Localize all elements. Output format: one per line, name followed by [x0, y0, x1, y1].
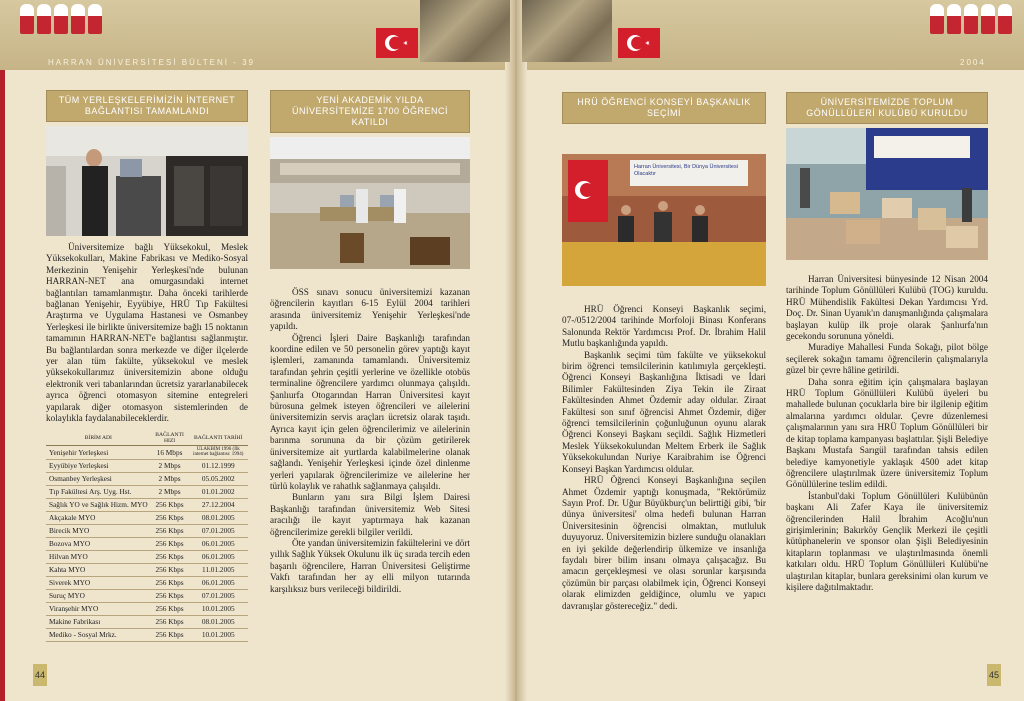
table-header-row	[46, 431, 248, 446]
running-header-right: 2004	[960, 58, 986, 67]
cell-speed: 256 Kbps	[151, 576, 189, 589]
cell-date: 01.01.2002	[189, 485, 249, 498]
article-body	[270, 287, 470, 595]
cell-unit: Mediko - Sosyal Mrkz.	[46, 628, 151, 641]
table-row	[46, 511, 248, 524]
paragraph: Öte yandan üniversitemizin fakültelerini ve dört yıllık Sağlık Yüksek Okulunu ilk üç sırada tercih eden başarılı öğrencilere, Harran Üniversitesi Geliştirme Vakfı tarafından her ay elli milyon tutarında karşılıksız burs verileceği bildirildi.	[270, 537, 470, 594]
article-title: YENİ AKADEMİK YILDA ÜNİVERSİTEMİZE 1700 ÖĞRENCİ KATILDI	[270, 90, 470, 133]
cell-date: 27.12.2004	[189, 498, 249, 511]
photo-server-room	[46, 126, 248, 236]
article-title: HRÜ ÖĞRENCİ KONSEYİ BAŞKANLIK SEÇİMİ	[562, 92, 766, 124]
rowers-illustration-left	[20, 4, 105, 39]
cell-unit: Tıp Fakültesi Arş. Uyg. Hst.	[46, 485, 151, 498]
turkish-flag-icon	[376, 28, 418, 58]
cell-speed: 16 Mbps	[151, 445, 189, 459]
cell-speed: 256 Kbps	[151, 550, 189, 563]
cell-date: 06.01.2005	[189, 537, 249, 550]
col-header-speed: BAĞLANTI HIZI	[151, 431, 189, 446]
cell-unit: Makine Fabrikası	[46, 615, 151, 628]
table-row	[46, 589, 248, 602]
cell-speed: 256 Kbps	[151, 563, 189, 576]
article-student-council	[562, 92, 766, 612]
cell-unit: Suruç MYO	[46, 589, 151, 602]
paragraph: ÖSS sınavı sonucu üniversitemizi kazanan öğrencilerin kayıtları 6-15 Eylül 2004 tarihleri arasında üniversitemiz Yenişehir Yerleşkesi'nde yapıldı.	[270, 287, 470, 332]
table-row	[46, 550, 248, 563]
paragraph: İstanbul'daki Toplum Gönüllüleri Kulübünün başkanı Ali Zafer Kaya ile üniversitemiz öğrencilerinden Halil İbrahim Acoğlu'nun girişimlerinin; Bakırköy Gençlik Merkezi ile çeşitli kütüphanelerin ve sponsor olan Şişli Belediyesinin kitapların toplanması ve ulaştırılmasında önemli katkıları oldu. HRÜ Toplum Gönüllüleri Kulübü'ne ulaştırılan kitaplar, bunlara gereksinimi olan kurum ve kişilere dağıtılmaktadır.	[786, 490, 988, 592]
cell-unit: Bozova MYO	[46, 537, 151, 550]
cell-unit: Osmanbey Yerleşkesi	[46, 472, 151, 485]
paragraph: Muradiye Mahallesi Funda Sokağı, pilot bölge seçilerek sokağın tamamı öğrencilerin çalışmalarıyla güzel bir çevre hâline getirildi.	[786, 342, 988, 376]
cell-unit: Eyyübiye Yerleşkesi	[46, 459, 151, 472]
cell-speed: 2 Mbps	[151, 459, 189, 472]
cell-date: 01.12.1999	[189, 459, 249, 472]
paragraph: Öğrenci İşleri Daire Başkanlığı tarafından koordine edilen ve 50 personelin görev yaptığı kayıt işlemleri, zamanında tamamlandı. Üniversitemiz tarafından şehrin çeşitli yerlerine ve özellikle otobüs terminaline öğrencilere yardımcı olunmaya çalışıldı. Şanlıurfa Otogarından Harran Üniversitesi kayıt bürosuna gelmek isteyen öğrencileri ve ailelerini üniversitemizin servis araçları ücretsiz olarak taşıdı. Ayrıca kayıt için gelen öğrencilerimiz ve ailelerinin barınma sorununa da bir çözüm getirilerek üniversitemize ait yurtlarda kalabilmelerine olanak sağlandı. Yenişehir Yerleşkesi içinde özel dinlenme yerleri yapılarak öğrencilerimize ve ailelerine her türlü kolaylık ve rahatlık sağlanmaya çalışıldı.	[270, 332, 470, 491]
running-header-left: HARRAN ÜNİVERSİTESİ BÜLTENİ - 39	[48, 58, 255, 67]
cell-date: 08.01.2005	[189, 615, 249, 628]
table-row	[46, 524, 248, 537]
turkish-flag-icon	[618, 28, 660, 58]
cell-unit: Birecik MYO	[46, 524, 151, 537]
cell-speed: 256 Kbps	[151, 498, 189, 511]
table-row	[46, 602, 248, 615]
paragraph: Üniversitemize bağlı Yüksekokul, Meslek Yüksekokulları, Makine Fabrikası ve Mediko-Sosyal Merkezinin Yenişehir Yerleşkesi'nde bulunan HARRAN-NET ana omurgasındaki internet bağlantıları tamamlanmıştır. Daha önceki tarihlerde bağlanan Yenişehir, Eyyübiye, HRÜ Tıp Fakültesi Araştırma ve Uygulama Hastanesi ve Osmanbey Yerleşkesi ile birlikte üniversitemize bağlı 15 noktanın tamamının HARRAN-NET'e bağlantısı sağlanmıştır. Bu bağlantılardan sonra merkezde ve diğer ilçelerde yer alan tüm fakülte, yüksekokul ve meslek yüksekokullarımız üniversitemizin abone olduğu elektronik veri tabanlarından ücretsiz yararlanabilecek ayrıca öğrenci otomasyon sitemine entegreleri yapılarak diğer otomasyon sistemlerinden de kolaylıkla faydalanabileceklerdir.	[46, 242, 248, 424]
article-body	[786, 274, 988, 593]
cell-date: 06.01.2005	[189, 576, 249, 589]
cell-date: 10.01.2005	[189, 628, 249, 641]
cell-speed: 256 Kbps	[151, 628, 189, 641]
cell-speed: 256 Kbps	[151, 615, 189, 628]
table-row	[46, 459, 248, 472]
col-header-date: BAĞLANTI TARİHİ	[189, 431, 249, 446]
table-row	[46, 498, 248, 511]
photo-council-election	[562, 154, 766, 286]
table-row	[46, 472, 248, 485]
article-new-students	[270, 90, 470, 595]
page-edge-stripe	[0, 0, 5, 701]
article-body	[46, 242, 248, 425]
cell-unit: Kahta MYO	[46, 563, 151, 576]
cell-date: 07.01.2005	[189, 589, 249, 602]
cell-unit: Siverek MYO	[46, 576, 151, 589]
photo-book-campaign	[786, 128, 988, 260]
col-header-unit: BİRİM ADI	[46, 431, 151, 446]
cell-date: 10.01.2005	[189, 602, 249, 615]
cell-unit: Sağlık YO ve Sağlık Hizm. MYO	[46, 498, 151, 511]
cell-speed: 256 Kbps	[151, 602, 189, 615]
table-row	[46, 615, 248, 628]
table-row	[46, 485, 248, 498]
article-body	[562, 304, 766, 612]
paragraph: HRÜ Öğrenci Konseyi Başkanlığına seçilen Ahmet Özdemir yaptığı konuşmada, "Rektörümüz Sayın Prof. Dr. Uğur Büyükburç'un belirttiği gibi, 'bir dünya üniversitesi' olma hedefi bulunan Harran Üniversitesinin öğrencisi olmaktan, mutluluk duyuyoruz. Üniversitemizin bizlere sunduğu olanakları en iyi şekilde değerlendirip ülkemize ve insanlığa faydalı birer bilim insanı olmaya çalışacağız. Bu amacın gerçekleşmesi ve olası sorunlar karşısında çözümün bir parçası olabilmek için, Öğrenci Konseyi olarak elimizden geldiğince, olumlu ve yapıcı davranışlar göstereceğiz." dedi.	[562, 475, 766, 611]
cell-speed: 256 Kbps	[151, 511, 189, 524]
header-photo-right	[522, 0, 612, 62]
paragraph: Daha sonra eğitim için çalışmalara başlayan HRÜ Toplum Gönüllüleri Kulübü üyeleri bu mahallede bulunan çocuklarla bire bir ilgilenip eğitim almalarına yardımcı oldular. Çevre düzenlemesi çalışmalarının yanı sıra HRÜ Toplum Gönüllüleri bir de kitap toplama kampanyası başlattılar. Şişli Belediye Başkanı Mustafa Sarıgül tarafından tahsis edilen belediye kamyonetiyle yaklaşık 4500 adet kitap öğrencilere ulaştırılmak üzere üniversitemiz Toplum Gönüllülerine teslim edildi.	[786, 376, 988, 490]
cell-unit: Hilvan MYO	[46, 550, 151, 563]
photo-registration-hall	[270, 137, 470, 269]
cell-date: 05.05.2002	[189, 472, 249, 485]
header-photo-left	[420, 0, 510, 62]
article-title: ÜNİVERSİTEMİZDE TOPLUM GÖNÜLLÜLERİ KULÜBÜ KURULDU	[786, 92, 988, 124]
cell-speed: 256 Kbps	[151, 537, 189, 550]
article-internet	[46, 90, 248, 642]
cell-unit: Viranşehir MYO	[46, 602, 151, 615]
page-number-left: 44	[33, 664, 47, 686]
table-row	[46, 445, 248, 459]
paragraph: Bunların yanı sıra Bilgi İşlem Dairesi Başkanlığı tarafından üniversitemiz Web Sitesi aracılığı ile kayıt yaptırmaya hak kazanan öğrencilerimize gerekli bilgiler verildi.	[270, 492, 470, 537]
cell-unit: Yenişehir Yerleşkesi	[46, 445, 151, 459]
cell-speed: 2 Mbps	[151, 485, 189, 498]
cell-speed: 256 Kbps	[151, 589, 189, 602]
cell-date: 11.01.2005	[189, 563, 249, 576]
cell-unit: Akçakale MYO	[46, 511, 151, 524]
cell-date: 07.01.2005	[189, 524, 249, 537]
page-number-right: 45	[987, 664, 1001, 686]
cell-date-note: ULAKBİM 1996 (İlk internet bağlantısı: 1994)	[189, 445, 249, 459]
cell-date: 06.01.2005	[189, 550, 249, 563]
article-volunteers-club	[786, 92, 988, 593]
cell-speed: 2 Mbps	[151, 472, 189, 485]
paragraph: Harran Üniversitesi bünyesinde 12 Nisan 2004 tarihinde Toplum Gönüllüleri Kulübü (TOG) kuruldu. HRÜ Mühendislik Fakültesi Dekan Yardımcısı Yrd. Doç. Dr. Sinan Uyanık'ın danışmanlığında çalışmalara başlayan kulüp ilk proje olarak Şanlıurfa'nın gecekondu sorununa yöneldi.	[786, 274, 988, 342]
cell-date: 08.01.2005	[189, 511, 249, 524]
table-row	[46, 563, 248, 576]
rowers-illustration-right	[930, 4, 1015, 39]
table-row	[46, 628, 248, 641]
book-gutter	[505, 0, 527, 701]
paragraph: HRÜ Öğrenci Konseyi Başkanlık seçimi, 07-/0512/2004 tarihinde Morfoloji Binası Konferans Salonunda Rektör Yardımcısı Prof. Dr. İbrahim Halil Mutlu başkanlığında yapıldı.	[562, 304, 766, 349]
cell-speed: 256 Kbps	[151, 524, 189, 537]
table-row	[46, 576, 248, 589]
connection-table	[46, 431, 248, 642]
table-row	[46, 537, 248, 550]
council-banner-text: Harran Üniversitesi, Bir Dünya Üniversitesi Olacaktır	[634, 164, 738, 177]
paragraph: Başkanlık seçimi tüm fakülte ve yüksekokul birim öğrenci temsilcilerinin katılımıyla gerçekleşti. Öğrenci Konseyi Başkanlığına İktisadi ve İdari Bilimler Fakültesinden Ziya Tekin ile Ziraat Fakültesinden Ahmet Özdemir aday oldular. Ziraat Fakültesi son sınıf öğrencisi Ahmet Özdemir, diğer öğrenci temsilcilerinin çoğunluğunun oyunu alarak Öğrenci Konseyi Başkanı seçildi. Sağlık Hizmetleri Meslek Yüksekokulundan Meltem Erberk ile Sağlık Yüksekokulundan Nuriye Karaibrahim ise Öğrenci Konseyi Başkan Yardımcısı oldular.	[562, 349, 766, 474]
article-title: TÜM YERLEŞKELERİMİZİN İNTERNET BAĞLANTISI TAMAMLANDI	[46, 90, 248, 122]
